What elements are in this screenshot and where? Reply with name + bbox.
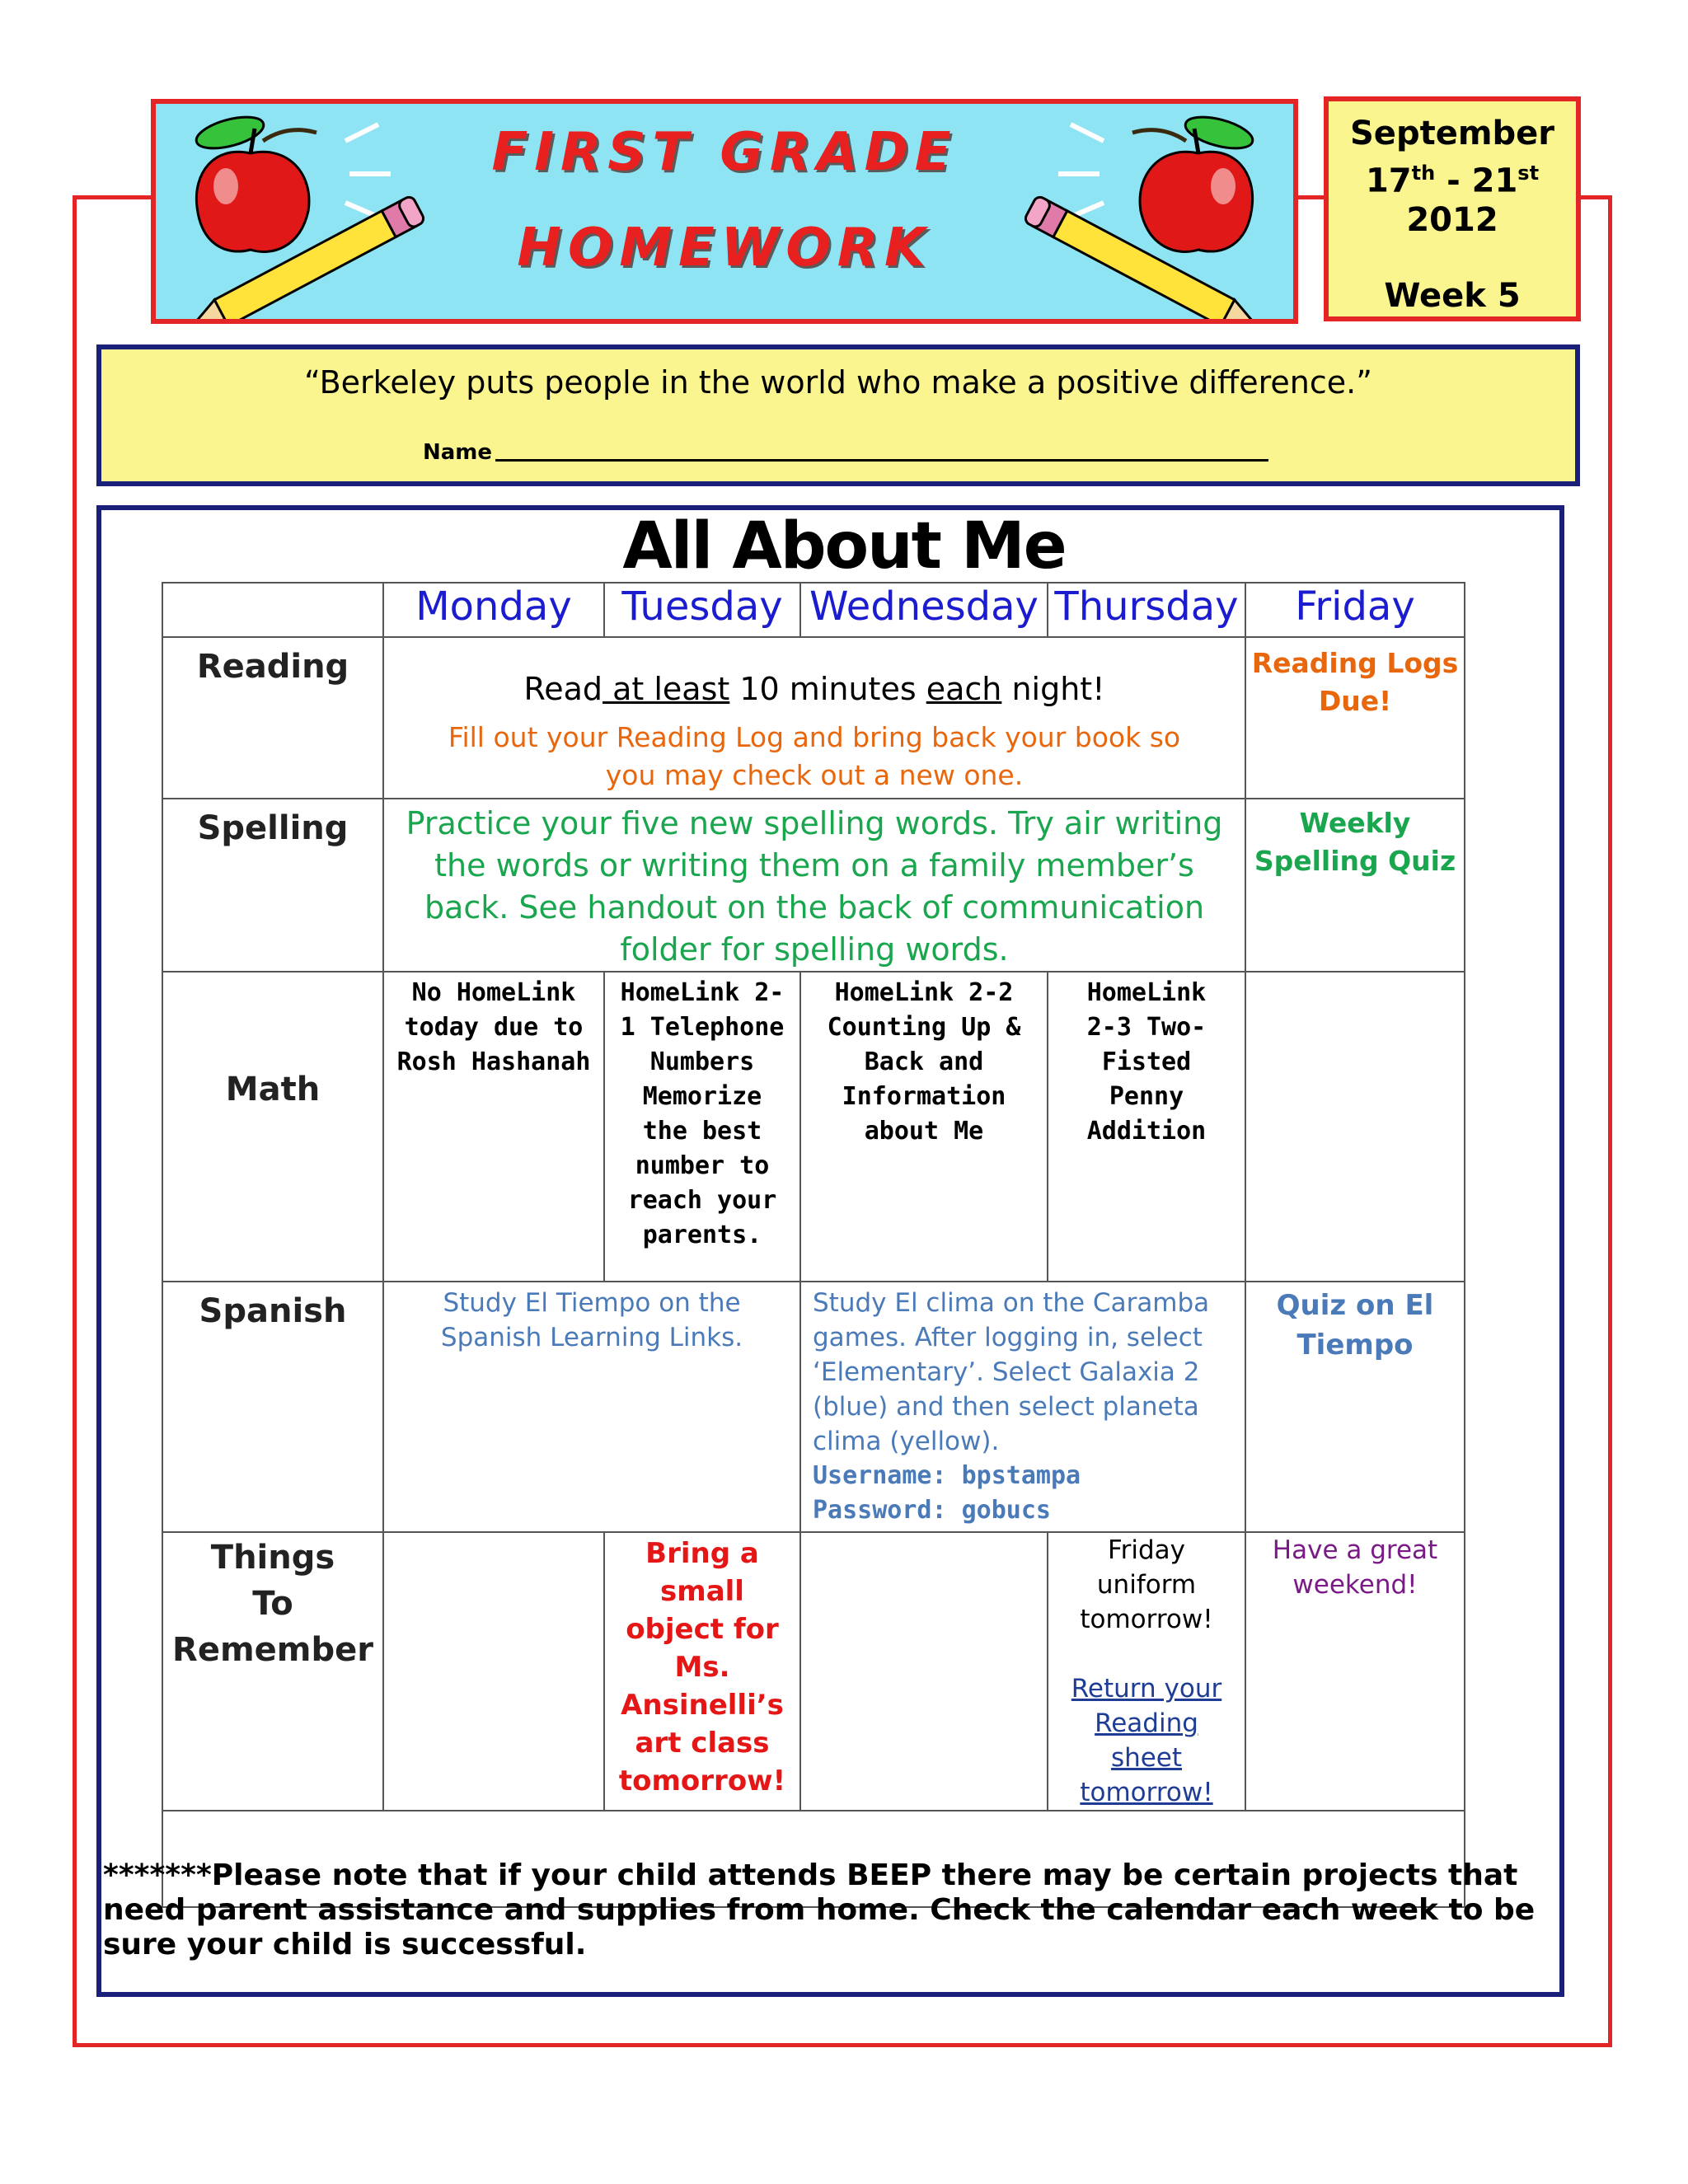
- page-title: All About Me: [622, 509, 1066, 583]
- date-separator: -: [1435, 162, 1472, 200]
- date-range: [1329, 153, 1576, 200]
- date-start: 17: [1365, 162, 1412, 200]
- spanish-wed-thu: [800, 1282, 1245, 1532]
- motto-box: [96, 344, 1580, 486]
- footnote: *******Please note that if your child attends BEEP there may be certain projects that need parent assistance and supplies from home. Check the calendar each week to be sure your child is successful.: [103, 1858, 1536, 1961]
- reading-row: [162, 637, 1465, 799]
- reading-instruction: [401, 671, 1228, 707]
- day-wednesday: Wednesday: [800, 583, 1048, 637]
- remember-friday: Have a great weekend!: [1245, 1532, 1465, 1811]
- title-banner: [151, 99, 1298, 324]
- spelling-row: [162, 799, 1465, 972]
- remember-tuesday: Bring a small object for Ms. Ansinelli’s art class tomorrow!: [604, 1532, 800, 1811]
- spanish-password: Password: gobucs: [813, 1496, 1051, 1525]
- subject-remember: [162, 1532, 383, 1811]
- remember-thursday-note: Friday uniform tomorrow!: [1080, 1535, 1213, 1634]
- spelling-cell: Practice your five new spelling words. Try air writing the words or writing them on a family member’s back. See handout on the back of communication folder for spelling words.: [383, 799, 1245, 972]
- week-label: Week 5: [1384, 277, 1521, 316]
- date-end-suffix: st: [1517, 162, 1540, 185]
- remember-wednesday: [800, 1532, 1048, 1811]
- reading-sheet-link[interactable]: Return your Reading sheet tomorrow!: [1071, 1674, 1222, 1807]
- spanish-username: Username: bpstampa: [813, 1461, 1081, 1490]
- date-month: September: [1350, 115, 1554, 152]
- spelling-friday: Weekly Spelling Quiz: [1245, 799, 1465, 972]
- day-thursday: Thursday: [1048, 583, 1245, 637]
- subject-math: Math: [162, 972, 383, 1282]
- date-year: 2012: [1406, 201, 1498, 240]
- remember-label-1: Things: [210, 1539, 335, 1577]
- date-end: 21: [1471, 162, 1518, 200]
- reading-cell: [383, 637, 1245, 799]
- date-start-suffix: th: [1411, 162, 1436, 185]
- math-tuesday: HomeLink 2-1 Telephone Numbers Memorize the best number to reach your parents.: [604, 972, 800, 1282]
- day-friday: Friday: [1245, 583, 1465, 637]
- subject-spanish: Spanish: [162, 1282, 383, 1532]
- spanish-friday: Quiz on El Tiempo: [1245, 1282, 1465, 1532]
- remember-label-2: To: [252, 1585, 293, 1623]
- remember-row: [162, 1532, 1465, 1811]
- remember-monday: [383, 1532, 604, 1811]
- spanish-mon-tue: Study El Tiempo on the Spanish Learning Links.: [383, 1282, 800, 1532]
- apple-pencil-right-icon: [996, 108, 1277, 324]
- table-header-row: [162, 583, 1465, 637]
- reading-note: Fill out your Reading Log and bring back your book so you may check out a new one.: [448, 721, 1181, 791]
- remember-thursday: [1048, 1532, 1245, 1811]
- date-box: [1324, 96, 1581, 321]
- banner-title-line1: FIRST GRADE: [491, 122, 958, 183]
- math-friday: [1245, 972, 1465, 1282]
- motto-text: “Berkeley puts people in the world who make a positive difference.”: [304, 364, 1372, 401]
- reading-text-5: night!: [1001, 671, 1105, 707]
- spanish-row: [162, 1282, 1465, 1532]
- name-label: Name: [423, 440, 493, 465]
- name-input-line[interactable]: [495, 459, 1268, 462]
- remember-label-3: Remember: [172, 1631, 373, 1669]
- reading-text-3: 10 minutes: [729, 671, 926, 707]
- day-tuesday: Tuesday: [604, 583, 800, 637]
- math-monday: No HomeLink today due to Rosh Hashanah: [383, 972, 604, 1282]
- reading-text-1: Read: [523, 671, 603, 707]
- corner-cell: [162, 583, 383, 637]
- reading-friday: Reading Logs Due!: [1245, 637, 1465, 799]
- subject-spelling: Spelling: [162, 799, 383, 972]
- math-wednesday: HomeLink 2-2 Counting Up & Back and Information about Me: [800, 972, 1048, 1282]
- spanish-instructions: Study El clima on the Caramba games. After logging in, select ‘Elementary’. Select Galaxia 2 (blue) and then select planeta clima (yellow).: [813, 1288, 1210, 1456]
- subject-reading: Reading: [162, 637, 383, 799]
- math-row: [162, 972, 1465, 1282]
- day-monday: Monday: [383, 583, 604, 637]
- banner-title-line2: HOMEWORK: [517, 218, 932, 279]
- reading-text-4: each: [926, 671, 1002, 707]
- math-thursday: HomeLink 2-3 Two-Fisted Penny Addition: [1048, 972, 1245, 1282]
- homework-table: [162, 582, 1465, 1908]
- reading-text-2: at least: [603, 671, 730, 707]
